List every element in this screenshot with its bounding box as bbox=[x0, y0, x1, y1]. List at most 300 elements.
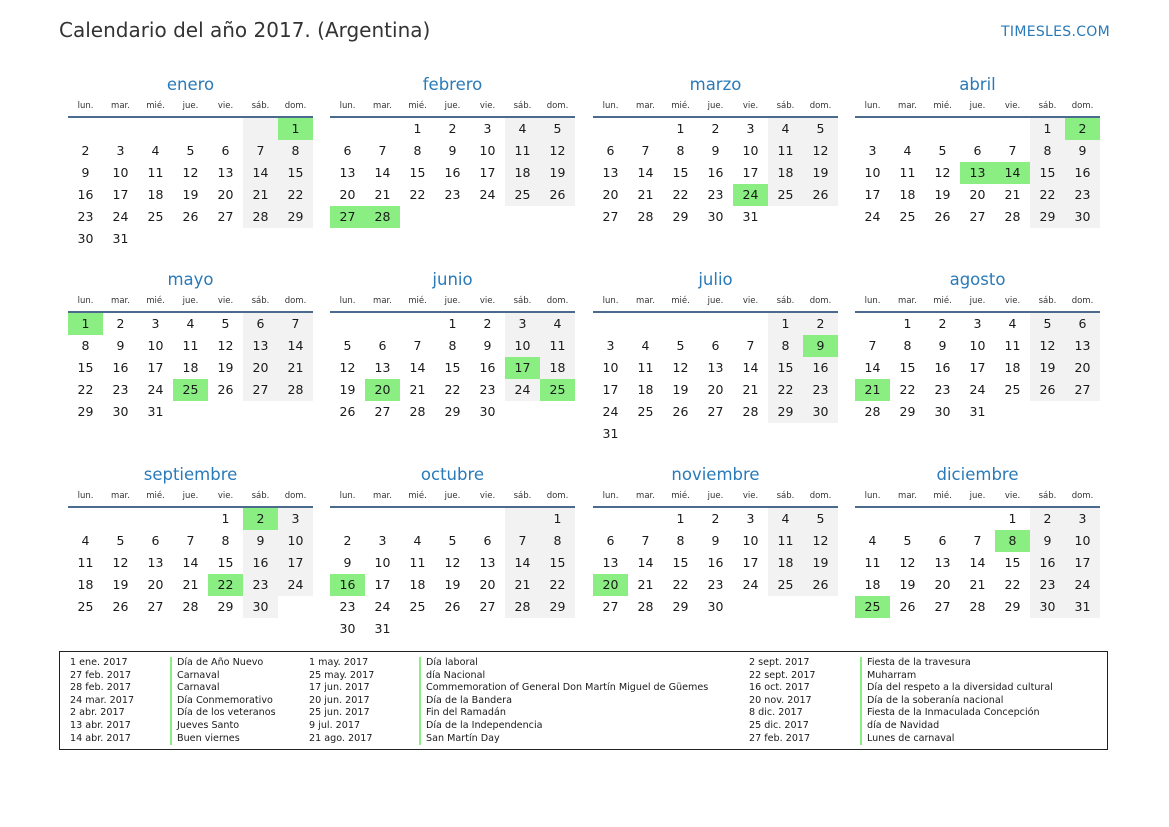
day-cell: 23 bbox=[803, 379, 838, 401]
day-cell: 24 bbox=[278, 574, 313, 596]
day-cell: 2 bbox=[243, 508, 278, 530]
day-cell: 8 bbox=[1030, 140, 1065, 162]
day-cell: 22 bbox=[768, 379, 803, 401]
weekday-label: lun. bbox=[77, 101, 94, 111]
empty-cell bbox=[243, 118, 278, 140]
day-cell: 24 bbox=[1065, 574, 1100, 596]
day-cell: 25 bbox=[637, 404, 654, 419]
day-cell: 11 bbox=[77, 555, 94, 570]
day-cell: 26 bbox=[182, 209, 199, 224]
day-cell: 9 bbox=[448, 143, 457, 158]
empty-cell bbox=[173, 228, 208, 250]
day-cell: 13 bbox=[707, 360, 724, 375]
day-cell: 11 bbox=[768, 530, 803, 552]
day-cell: 20 bbox=[707, 382, 724, 397]
day-cell: 2 bbox=[483, 316, 492, 331]
holiday-date: 24 mar. 2017 bbox=[70, 694, 135, 706]
day-cell: 14 bbox=[995, 162, 1030, 184]
weekday-label: sáb. bbox=[251, 296, 270, 306]
weekday-label: jue. bbox=[182, 491, 199, 501]
days-grid bbox=[68, 118, 313, 250]
day-cell: 23 bbox=[243, 574, 278, 596]
holiday-name: Jueves Santo bbox=[177, 719, 240, 731]
holiday-name: día de Navidad bbox=[867, 719, 940, 731]
weekday-header bbox=[330, 490, 575, 503]
day-cell: 24 bbox=[733, 184, 768, 206]
weekday-label: mié. bbox=[671, 491, 690, 501]
month-name: octubre bbox=[420, 465, 485, 484]
day-cell: 14 bbox=[278, 335, 313, 357]
empty-cell bbox=[278, 401, 313, 423]
day-cell: 17 bbox=[602, 382, 619, 397]
day-cell: 2 bbox=[343, 533, 352, 548]
day-cell: 28 bbox=[278, 379, 313, 401]
empty-cell bbox=[365, 313, 400, 335]
empty-cell bbox=[505, 401, 540, 423]
day-cell: 6 bbox=[938, 533, 947, 548]
weekday-label: mié. bbox=[146, 491, 165, 501]
days-grid bbox=[68, 313, 313, 423]
month-name: julio bbox=[698, 270, 733, 289]
day-cell: 7 bbox=[278, 313, 313, 335]
day-cell: 3 bbox=[746, 121, 755, 136]
weekday-header bbox=[855, 490, 1100, 503]
weekday-label: mar. bbox=[898, 101, 917, 111]
day-cell: 23 bbox=[479, 382, 496, 397]
weekday-label: dom. bbox=[1071, 296, 1094, 306]
holiday-date: 20 jun. 2017 bbox=[309, 694, 370, 706]
day-cell: 15 bbox=[444, 360, 461, 375]
day-cell: 25 bbox=[1004, 382, 1021, 397]
day-cell: 3 bbox=[483, 121, 492, 136]
days-grid bbox=[330, 508, 575, 640]
empty-cell bbox=[733, 596, 768, 618]
day-cell: 4 bbox=[505, 118, 540, 140]
day-cell: 14 bbox=[742, 360, 759, 375]
empty-cell bbox=[138, 508, 173, 530]
day-cell: 25 bbox=[77, 599, 94, 614]
day-cell: 2 bbox=[711, 511, 720, 526]
day-cell: 20 bbox=[934, 577, 951, 592]
day-cell: 31 bbox=[742, 209, 759, 224]
day-cell: 5 bbox=[676, 338, 685, 353]
day-cell: 16 bbox=[934, 360, 951, 375]
month-name: enero bbox=[166, 75, 215, 94]
day-cell: 19 bbox=[444, 577, 461, 592]
day-cell: 23 bbox=[707, 187, 724, 202]
day-cell: 19 bbox=[182, 187, 199, 202]
day-cell: 4 bbox=[1008, 316, 1017, 331]
day-cell: 25 bbox=[899, 209, 916, 224]
day-cell: 15 bbox=[77, 360, 94, 375]
day-cell: 16 bbox=[112, 360, 129, 375]
day-cell: 25 bbox=[409, 599, 426, 614]
weekday-label: lun. bbox=[339, 296, 356, 306]
weekday-label: mié. bbox=[671, 101, 690, 111]
holiday-name: Muharram bbox=[867, 669, 917, 681]
day-cell: 17 bbox=[1065, 552, 1100, 574]
empty-cell bbox=[435, 206, 470, 228]
day-cell: 2 bbox=[938, 316, 947, 331]
days-grid bbox=[855, 508, 1100, 618]
day-cell: 8 bbox=[676, 143, 685, 158]
day-cell: 6 bbox=[606, 143, 615, 158]
day-cell: 2 bbox=[803, 313, 838, 335]
days-grid bbox=[593, 313, 838, 445]
day-cell: 19 bbox=[934, 187, 951, 202]
weekday-label: vie. bbox=[1004, 296, 1021, 306]
weekday-label: mar. bbox=[373, 491, 392, 501]
weekday-label: dom. bbox=[284, 101, 307, 111]
day-cell: 2 bbox=[116, 316, 125, 331]
holiday-name: San Martín Day bbox=[426, 732, 500, 744]
day-cell: 18 bbox=[1004, 360, 1021, 375]
day-cell: 11 bbox=[540, 335, 575, 357]
day-cell: 30 bbox=[707, 599, 724, 614]
day-cell: 15 bbox=[1004, 555, 1021, 570]
day-cell: 21 bbox=[855, 379, 890, 401]
empty-cell bbox=[593, 313, 628, 335]
day-cell: 14 bbox=[243, 162, 278, 184]
holiday-name: día Nacional bbox=[426, 669, 486, 681]
empty-cell bbox=[890, 118, 925, 140]
day-cell: 18 bbox=[505, 162, 540, 184]
day-cell: 2 bbox=[448, 121, 457, 136]
empty-cell bbox=[138, 118, 173, 140]
day-cell: 10 bbox=[1065, 530, 1100, 552]
empty-cell bbox=[663, 313, 698, 335]
day-cell: 13 bbox=[243, 335, 278, 357]
day-cell: 7 bbox=[641, 143, 650, 158]
empty-cell bbox=[1030, 401, 1065, 423]
day-cell: 4 bbox=[903, 143, 912, 158]
day-cell: 3 bbox=[378, 533, 387, 548]
day-cell: 8 bbox=[413, 143, 422, 158]
day-cell: 27 bbox=[1065, 379, 1100, 401]
day-cell: 16 bbox=[707, 165, 724, 180]
day-cell: 5 bbox=[803, 508, 838, 530]
month-name: septiembre bbox=[143, 465, 238, 484]
holiday-name-column bbox=[170, 657, 276, 745]
day-cell: 10 bbox=[742, 533, 759, 548]
day-cell: 17 bbox=[969, 360, 986, 375]
weekday-label: jue. bbox=[969, 491, 986, 501]
weekday-label: mié. bbox=[933, 101, 952, 111]
day-cell: 12 bbox=[444, 555, 461, 570]
brand-logo-text[interactable]: TIMESLES.COM bbox=[1001, 24, 1110, 40]
weekday-label: jue. bbox=[707, 296, 724, 306]
day-cell: 8 bbox=[768, 335, 803, 357]
weekday-label: vie. bbox=[479, 101, 496, 111]
empty-cell bbox=[628, 313, 663, 335]
weekday-label: dom. bbox=[809, 491, 832, 501]
holiday-name: Día de los veteranos bbox=[177, 707, 276, 719]
day-cell: 18 bbox=[409, 577, 426, 592]
day-cell: 27 bbox=[602, 209, 619, 224]
empty-cell bbox=[435, 618, 470, 640]
weekday-label: sáb. bbox=[776, 101, 795, 111]
day-cell: 4 bbox=[768, 118, 803, 140]
day-cell: 29 bbox=[278, 206, 313, 228]
weekday-label: vie. bbox=[1004, 101, 1021, 111]
day-cell: 8 bbox=[995, 530, 1030, 552]
holiday-name: Commemoration of General Don Martín Miguel de Güemes bbox=[426, 682, 709, 694]
day-cell: 23 bbox=[77, 209, 94, 224]
weekday-label: jue. bbox=[969, 101, 986, 111]
day-cell: 3 bbox=[116, 143, 125, 158]
weekday-header bbox=[330, 295, 575, 308]
day-cell: 29 bbox=[1004, 599, 1021, 614]
day-cell: 23 bbox=[934, 382, 951, 397]
day-cell: 12 bbox=[803, 530, 838, 552]
day-cell: 21 bbox=[1004, 187, 1021, 202]
day-cell: 19 bbox=[339, 382, 356, 397]
day-cell: 11 bbox=[637, 360, 654, 375]
weekday-label: dom. bbox=[809, 101, 832, 111]
holiday-date: 14 abr. 2017 bbox=[70, 732, 131, 744]
day-cell: 8 bbox=[903, 338, 912, 353]
day-cell: 1 bbox=[768, 313, 803, 335]
empty-cell bbox=[925, 118, 960, 140]
day-cell: 7 bbox=[641, 533, 650, 548]
holiday-date: 28 feb. 2017 bbox=[70, 682, 132, 694]
day-cell: 11 bbox=[899, 165, 916, 180]
day-cell: 26 bbox=[672, 404, 689, 419]
day-cell: 6 bbox=[1065, 313, 1100, 335]
day-cell: 24 bbox=[505, 379, 540, 401]
day-cell: 26 bbox=[803, 574, 838, 596]
holiday-date: 25 dic. 2017 bbox=[749, 719, 809, 731]
days-grid bbox=[68, 508, 313, 618]
weekday-label: mar. bbox=[111, 101, 130, 111]
day-cell: 26 bbox=[899, 599, 916, 614]
day-cell: 23 bbox=[112, 382, 129, 397]
weekday-header bbox=[68, 490, 313, 503]
day-cell: 23 bbox=[1065, 184, 1100, 206]
weekday-header bbox=[855, 100, 1100, 113]
day-cell: 11 bbox=[1004, 338, 1021, 353]
day-cell: 19 bbox=[672, 382, 689, 397]
day-cell: 4 bbox=[540, 313, 575, 335]
holiday-date: 25 jun. 2017 bbox=[309, 707, 370, 719]
month-name: marzo bbox=[689, 75, 742, 94]
weekday-label: mié. bbox=[933, 491, 952, 501]
day-cell: 19 bbox=[112, 577, 129, 592]
weekday-label: lun. bbox=[864, 491, 881, 501]
empty-cell bbox=[890, 508, 925, 530]
holiday-date: 27 feb. 2017 bbox=[749, 732, 811, 744]
day-cell: 27 bbox=[934, 599, 951, 614]
empty-cell bbox=[593, 508, 628, 530]
day-cell: 24 bbox=[374, 599, 391, 614]
day-cell: 4 bbox=[186, 316, 195, 331]
empty-cell bbox=[208, 118, 243, 140]
month-junio bbox=[330, 270, 575, 423]
day-cell: 3 bbox=[973, 316, 982, 331]
day-cell: 10 bbox=[505, 335, 540, 357]
day-cell: 22 bbox=[899, 382, 916, 397]
weekday-label: dom. bbox=[809, 296, 832, 306]
day-cell: 28 bbox=[969, 599, 986, 614]
day-cell: 30 bbox=[77, 231, 94, 246]
weekday-label: jue. bbox=[182, 101, 199, 111]
day-cell: 16 bbox=[444, 165, 461, 180]
weekday-label: dom. bbox=[284, 296, 307, 306]
day-cell: 10 bbox=[742, 143, 759, 158]
day-cell: 12 bbox=[182, 165, 199, 180]
weekday-label: mar. bbox=[111, 296, 130, 306]
weekday-label: jue. bbox=[707, 101, 724, 111]
day-cell: 4 bbox=[641, 338, 650, 353]
day-cell: 16 bbox=[243, 552, 278, 574]
empty-cell bbox=[803, 423, 838, 445]
day-cell: 30 bbox=[112, 404, 129, 419]
day-cell: 17 bbox=[742, 165, 759, 180]
day-cell: 10 bbox=[374, 555, 391, 570]
empty-cell bbox=[243, 228, 278, 250]
weekday-label: dom. bbox=[546, 491, 569, 501]
empty-cell bbox=[330, 118, 365, 140]
weekday-label: mar. bbox=[373, 101, 392, 111]
weekday-label: sáb. bbox=[1038, 296, 1057, 306]
day-cell: 12 bbox=[1030, 335, 1065, 357]
day-cell: 7 bbox=[505, 530, 540, 552]
weekday-label: sáb. bbox=[513, 101, 532, 111]
day-cell: 19 bbox=[803, 552, 838, 574]
day-cell: 6 bbox=[378, 338, 387, 353]
day-cell: 18 bbox=[182, 360, 199, 375]
day-cell: 21 bbox=[742, 382, 759, 397]
holiday-date: 25 may. 2017 bbox=[309, 669, 375, 681]
day-cell: 1 bbox=[221, 511, 230, 526]
day-cell: 30 bbox=[707, 209, 724, 224]
day-cell: 1 bbox=[676, 121, 685, 136]
empty-cell bbox=[855, 508, 890, 530]
day-cell: 9 bbox=[1030, 530, 1065, 552]
day-cell: 17 bbox=[505, 357, 540, 379]
day-cell: 13 bbox=[374, 360, 391, 375]
month-agosto bbox=[855, 270, 1100, 423]
empty-cell bbox=[995, 401, 1030, 423]
day-cell: 28 bbox=[365, 206, 400, 228]
weekday-label: sáb. bbox=[776, 296, 795, 306]
day-cell: 29 bbox=[77, 404, 94, 419]
empty-cell bbox=[540, 206, 575, 228]
weekday-label: jue. bbox=[444, 491, 461, 501]
day-cell: 17 bbox=[278, 552, 313, 574]
holiday-name: Día de Año Nuevo bbox=[177, 657, 264, 668]
day-cell: 3 bbox=[746, 511, 755, 526]
weekday-label: sáb. bbox=[1038, 491, 1057, 501]
day-cell: 29 bbox=[444, 404, 461, 419]
empty-cell bbox=[330, 508, 365, 530]
empty-cell bbox=[103, 508, 138, 530]
day-cell: 17 bbox=[112, 187, 129, 202]
day-cell: 28 bbox=[182, 599, 199, 614]
day-cell: 24 bbox=[479, 187, 496, 202]
day-cell: 20 bbox=[147, 577, 164, 592]
empty-cell bbox=[400, 313, 435, 335]
weekday-label: dom. bbox=[1071, 491, 1094, 501]
day-cell: 24 bbox=[969, 382, 986, 397]
empty-cell bbox=[278, 228, 313, 250]
day-cell: 13 bbox=[147, 555, 164, 570]
day-cell: 10 bbox=[864, 165, 881, 180]
holiday-date: 16 oct. 2017 bbox=[749, 682, 810, 694]
day-cell: 5 bbox=[938, 143, 947, 158]
day-cell: 25 bbox=[855, 596, 890, 618]
weekday-label: lun. bbox=[864, 101, 881, 111]
day-cell: 31 bbox=[969, 404, 986, 419]
empty-cell bbox=[505, 206, 540, 228]
holiday-date: 27 feb. 2017 bbox=[70, 669, 132, 681]
empty-cell bbox=[733, 423, 768, 445]
day-cell: 26 bbox=[1030, 379, 1065, 401]
day-cell: 27 bbox=[147, 599, 164, 614]
day-cell: 5 bbox=[186, 143, 195, 158]
day-cell: 21 bbox=[182, 577, 199, 592]
day-cell: 8 bbox=[676, 533, 685, 548]
day-cell: 4 bbox=[413, 533, 422, 548]
day-cell: 25 bbox=[540, 379, 575, 401]
empty-cell bbox=[628, 118, 663, 140]
day-cell: 1 bbox=[413, 121, 422, 136]
day-cell: 29 bbox=[768, 401, 803, 423]
day-cell: 30 bbox=[803, 401, 838, 423]
weekday-label: sáb. bbox=[776, 491, 795, 501]
day-cell: 30 bbox=[1030, 596, 1065, 618]
day-cell: 22 bbox=[444, 382, 461, 397]
day-cell: 22 bbox=[672, 187, 689, 202]
weekday-label: jue. bbox=[182, 296, 199, 306]
weekday-header bbox=[593, 295, 838, 308]
day-cell: 20 bbox=[217, 187, 234, 202]
day-cell: 1 bbox=[448, 316, 457, 331]
month-noviembre bbox=[593, 465, 838, 618]
day-cell: 21 bbox=[505, 574, 540, 596]
weekday-label: mar. bbox=[636, 491, 655, 501]
day-cell: 24 bbox=[602, 404, 619, 419]
day-cell: 4 bbox=[768, 508, 803, 530]
weekday-label: mié. bbox=[671, 296, 690, 306]
empty-cell bbox=[365, 118, 400, 140]
weekday-label: sáb. bbox=[251, 101, 270, 111]
day-cell: 6 bbox=[973, 143, 982, 158]
day-cell: 5 bbox=[448, 533, 457, 548]
day-cell: 28 bbox=[637, 599, 654, 614]
day-cell: 17 bbox=[147, 360, 164, 375]
day-cell: 10 bbox=[602, 360, 619, 375]
day-cell: 29 bbox=[217, 599, 234, 614]
holiday-date: 21 ago. 2017 bbox=[309, 732, 373, 744]
day-cell: 7 bbox=[243, 140, 278, 162]
day-cell: 24 bbox=[147, 382, 164, 397]
day-cell: 20 bbox=[969, 187, 986, 202]
day-cell: 10 bbox=[278, 530, 313, 552]
month-julio bbox=[593, 270, 838, 445]
day-cell: 13 bbox=[339, 165, 356, 180]
month-octubre bbox=[330, 465, 575, 640]
day-cell: 27 bbox=[330, 206, 365, 228]
weekday-label: lun. bbox=[339, 491, 356, 501]
month-name: noviembre bbox=[671, 465, 760, 484]
day-cell: 15 bbox=[672, 555, 689, 570]
weekday-header bbox=[68, 295, 313, 308]
weekday-label: mar. bbox=[111, 491, 130, 501]
month-name: febrero bbox=[422, 75, 483, 94]
day-cell: 2 bbox=[81, 143, 90, 158]
day-cell: 22 bbox=[1004, 577, 1021, 592]
